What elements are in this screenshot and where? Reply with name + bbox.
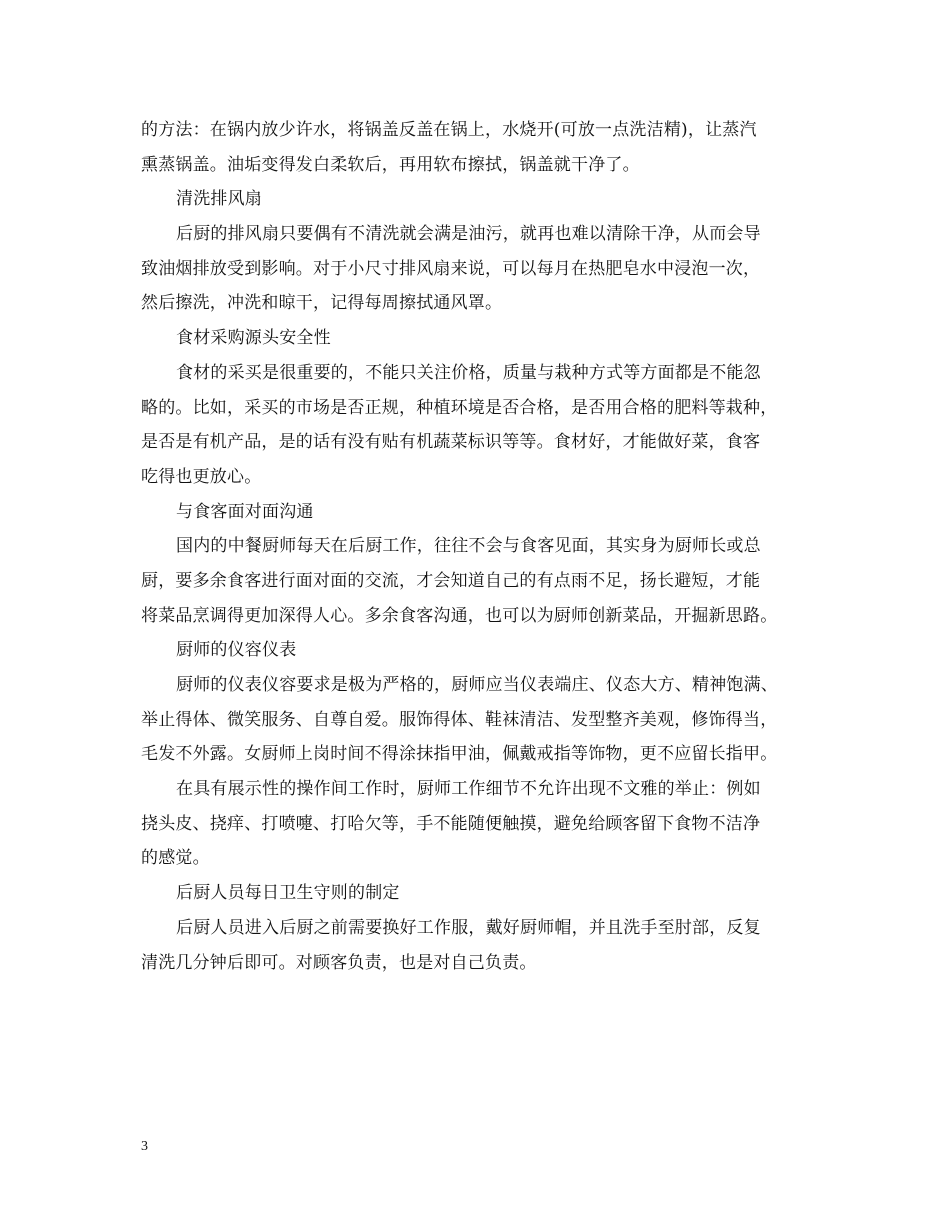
text-line: 吃得也更放心。 xyxy=(141,466,262,487)
text-line: 熏蒸锅盖。油垢变得发白柔软后，再用软布擦拭，锅盖就干净了。 xyxy=(141,154,640,175)
section-heading: 食材采购源头安全性 xyxy=(176,328,331,349)
section-heading: 厨师的仪容仪表 xyxy=(176,640,297,661)
text-line: 是否是有机产品，是的话有没有贴有机蔬菜标识等等。食材好，才能做好菜，食客 xyxy=(141,432,761,453)
text-line: 略的。比如，采买的市场是否正规，种植环境是否合格，是否用合格的肥料等栽种， xyxy=(141,397,778,418)
text-line: 挠头皮、挠痒、打喷嚏、打哈欠等，手不能随便触摸，避免给顾客留下食物不洁净 xyxy=(141,813,761,834)
text-line: 的方法：在锅内放少许水，将锅盖反盖在锅上，水烧开(可放一点洗洁精)，让蒸汽 xyxy=(141,120,757,140)
section-heading: 清洗排风扇 xyxy=(176,189,262,210)
text-line: 食材的采买是很重要的，不能只关注价格，质量与栽种方式等方面都是不能忽 xyxy=(176,362,761,383)
section-heading: 后厨人员每日卫生守则的制定 xyxy=(176,883,400,904)
text-line: 致油烟排放受到影响。对于小尺寸排风扇来说，可以每月在热肥皂水中浸泡一次， xyxy=(141,258,761,279)
text-line: 然后擦洗，冲洗和晾干，记得每周擦拭通风罩。 xyxy=(141,293,503,314)
body-text xyxy=(141,113,821,980)
text-line: 毛发不外露。女厨师上岗时间不得涂抹指甲油，佩戴戒指等饰物，更不应留长指甲。 xyxy=(141,744,778,765)
text-line: 后厨的排风扇只要偶有不清洗就会满是油污，就再也难以清除干净，从而会导 xyxy=(176,224,761,245)
text-line: 国内的中餐厨师每天在后厨工作，往往不会与食客见面，其实身为厨师长或总 xyxy=(176,536,761,557)
text-line: 举止得体、微笑服务、自尊自爱。服饰得体、鞋袜清洁、发型整齐美观，修饰得当， xyxy=(141,709,778,730)
text-line: 在具有展示性的操作间工作时，厨师工作细节不允许出现不文雅的举止：例如 xyxy=(176,779,761,800)
page-number: 3 xyxy=(141,1139,148,1154)
text-line: 厨师的仪表仪容要求是极为严格的，厨师应当仪表端庄、仪态大方、精神饱满、 xyxy=(176,675,778,695)
section-heading: 与食客面对面沟通 xyxy=(176,501,314,522)
text-line: 的感觉。 xyxy=(141,848,210,869)
text-line: 厨，要多余食客进行面对面的交流，才会知道自己的有点雨不足，扬长避短，才能 xyxy=(141,570,761,591)
text-line: 后厨人员进入后厨之前需要换好工作服，戴好厨师帽，并且洗手至肘部，反复 xyxy=(176,917,761,938)
text-line: 清洗几分钟后即可。对顾客负责，也是对自己负责。 xyxy=(141,952,537,973)
text-line: 将菜品烹调得更加深得人心。多余食客沟通，也可以为厨师创新菜品，开掘新思路。 xyxy=(141,605,778,626)
